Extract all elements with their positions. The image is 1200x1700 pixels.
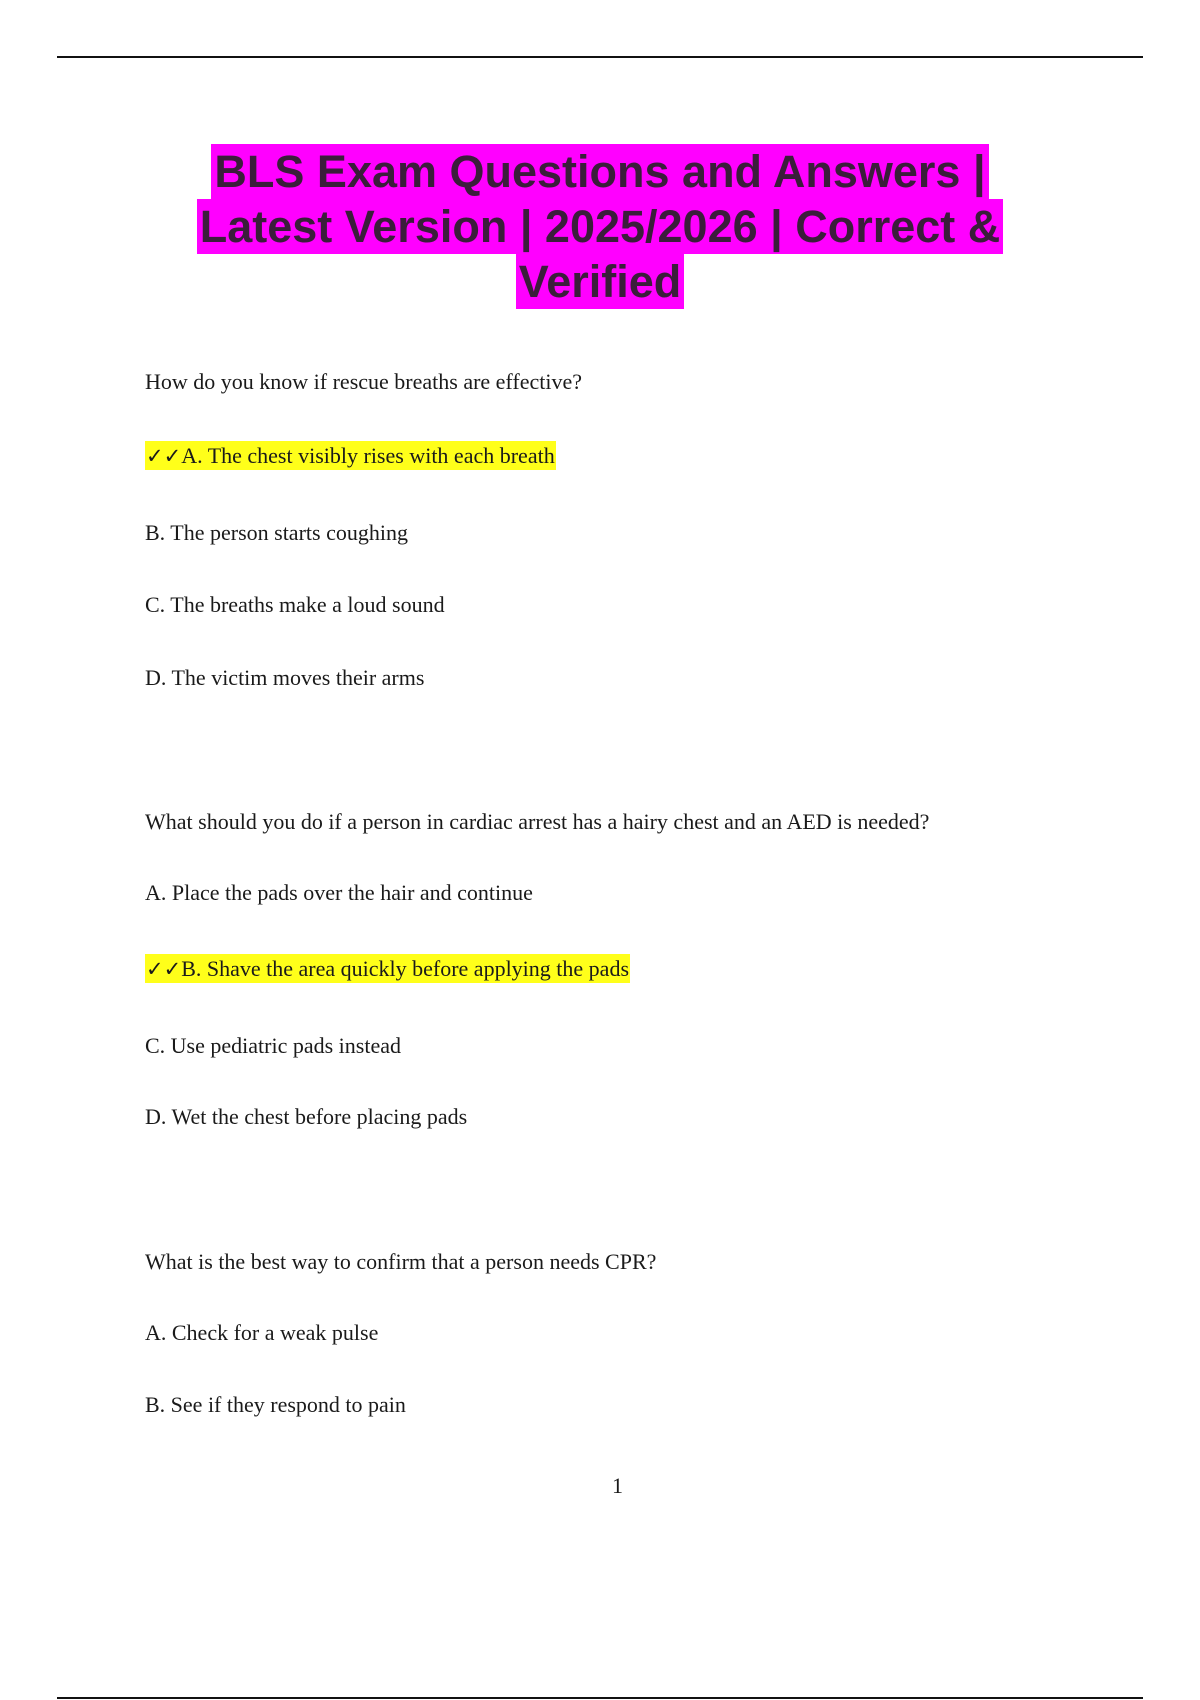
top-rule	[57, 56, 1143, 58]
question-2-prompt: What should you do if a person in cardiac arrest has a hairy chest and an AED is needed?	[145, 809, 930, 834]
question-2-option-b	[145, 955, 630, 983]
option-text: A. The chest visibly rises with each breath	[181, 443, 555, 468]
question-1-option-d: D. The victim moves their arms	[145, 665, 425, 690]
question-3-prompt: What is the best way to confirm that a person needs CPR?	[145, 1249, 657, 1274]
correct-answer-highlight	[145, 441, 556, 470]
question-1-option-b: B. The person starts coughing	[145, 520, 408, 545]
question-1-prompt: How do you know if rescue breaths are effective?	[145, 369, 582, 394]
check-mark-icon: ✓✓	[146, 957, 182, 981]
check-mark-icon: ✓✓	[146, 444, 182, 468]
question-3-option-a: A. Check for a weak pulse	[145, 1320, 379, 1345]
option-text: B. Shave the area quickly before applying the pads	[181, 956, 630, 981]
title-line-3: Verified	[516, 254, 685, 309]
question-1-option-a	[145, 442, 556, 470]
page-number: 1	[612, 1473, 623, 1498]
title-line-2: Latest Version | 2025/2026 | Correct &	[197, 199, 1004, 254]
question-3-option-b: B. See if they respond to pain	[145, 1392, 406, 1417]
question-1-option-c: C. The breaths make a loud sound	[145, 592, 445, 617]
question-2-option-d: D. Wet the chest before placing pads	[145, 1104, 468, 1129]
correct-answer-highlight	[145, 954, 630, 983]
question-2-option-a: A. Place the pads over the hair and continue	[145, 880, 533, 905]
bottom-rule	[57, 1697, 1143, 1699]
title-line-1: BLS Exam Questions and Answers |	[211, 144, 988, 199]
document-title	[150, 144, 1050, 309]
question-2-option-c: C. Use pediatric pads instead	[145, 1033, 401, 1058]
